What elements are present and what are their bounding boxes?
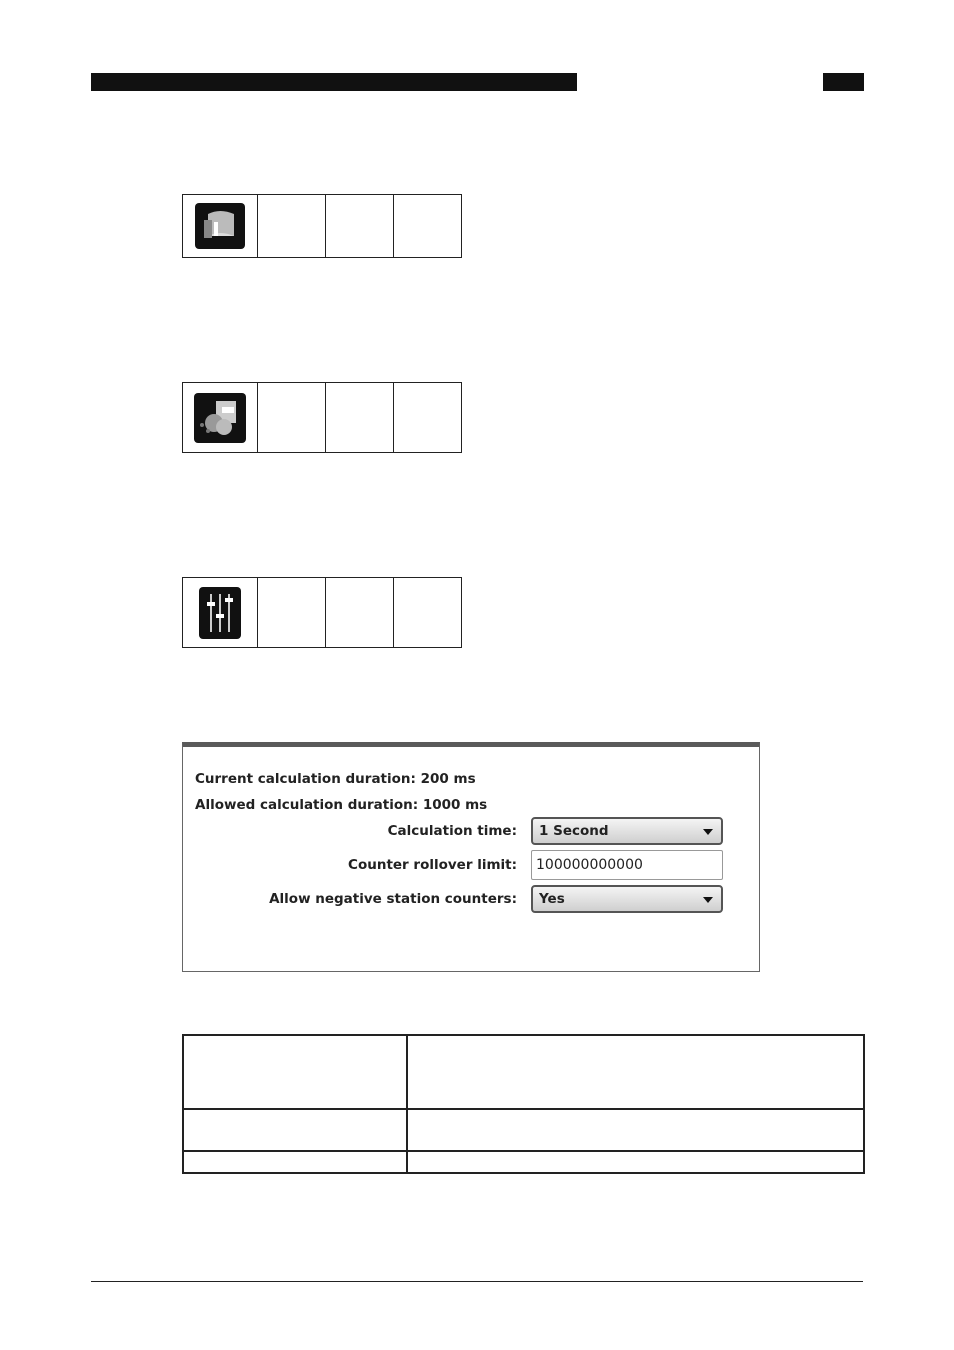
counter-rollover-input[interactable]: 100000000000 [531,850,723,880]
icon-table-1-icon-cell [183,195,258,258]
table-row [183,1035,864,1109]
table-cell [407,1035,864,1109]
table-cell [407,1109,864,1151]
icon-table-3-icon-cell [183,578,258,648]
table-cell [407,1151,864,1173]
icon-table-3-cell-2 [258,578,326,648]
table-cell [183,1109,407,1151]
chevron-down-icon [703,897,713,903]
icon-table-3-cell-3 [326,578,394,648]
sliders-settings-icon [199,587,241,639]
table-row [183,1151,864,1173]
calculation-time-select[interactable] [531,817,723,845]
allow-negative-counters-value: Yes [539,891,565,907]
counter-rollover-label: Counter rollover limit: [348,857,517,873]
allow-negative-counters-select[interactable] [531,885,723,913]
icon-table-1-cell-3 [326,195,394,258]
icon-table-1 [182,194,462,258]
icon-table-3-cell-4 [394,578,462,648]
calculation-settings-panel [182,742,760,972]
icon-table-3 [182,577,462,648]
allow-negative-counters-label: Allow negative station counters: [269,891,517,907]
icon-table-1-cell-2 [258,195,326,258]
chevron-down-icon [703,829,713,835]
icon-table-2-cell-3 [326,383,394,453]
icon-table-2-cell-2 [258,383,326,453]
header-bar-left [91,73,577,91]
footer-rule [91,1281,863,1282]
current-calculation-duration: Current calculation duration: 200 ms [195,771,476,787]
table-row [183,1109,864,1151]
icon-table-2-icon-cell [183,383,258,453]
allowed-calculation-duration: Allowed calculation duration: 1000 ms [195,797,488,813]
module-book-icon [195,203,245,249]
station-group-icon [194,393,246,443]
icon-table-2 [182,382,462,453]
calculation-time-value: 1 Second [539,823,609,839]
icon-table-1-cell-4 [394,195,462,258]
header-bar-right [823,73,864,91]
table-cell [183,1151,407,1173]
calculation-time-label: Calculation time: [387,823,517,839]
table-cell [183,1035,407,1109]
description-table [182,1034,865,1174]
icon-table-2-cell-4 [394,383,462,453]
